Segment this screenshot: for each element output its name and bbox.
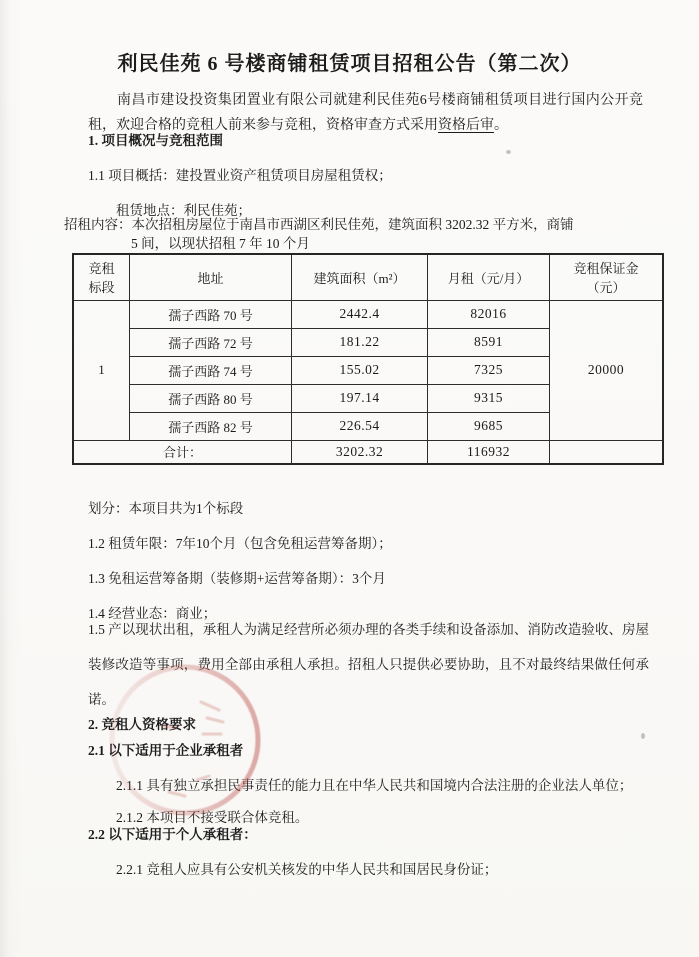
table-row — [73, 300, 663, 328]
item-2-2: 2.2 以下适用于个人承租者： — [88, 827, 257, 842]
area-cell: 2442.4 — [292, 300, 428, 328]
header-address: 地址 — [130, 254, 292, 300]
deposit-cell: 20000 — [550, 300, 664, 440]
table-total-row — [73, 440, 663, 464]
division-line: 划分：本项目共为1个标段 — [88, 501, 244, 516]
address-cell: 孺子西路 80 号 — [130, 384, 292, 412]
table-header-row — [73, 254, 663, 300]
scan-speck — [641, 733, 645, 739]
intro-text: 南昌市建设投资集团置业有限公司就建利民佳苑6号楼商铺租赁项目进行国内公开竞租，欢迎合格的竞租人前来参与竞租，资格审查方式采用 — [88, 93, 643, 133]
item-2-2-1: 2.2.1 竞租人应具有公安机关核发的中华人民共和国居民身份证； — [116, 862, 498, 877]
item-2-1: 2.1 以下适用于企业承租者 — [88, 743, 244, 758]
header-rent: 月租（元/月） — [428, 254, 550, 300]
intro-period: 。 — [494, 118, 508, 133]
rental-content-line1: 招租内容：本次招租房屋位于南昌市西湖区利民佳苑，建筑面积 3202.32 平方米，商铺 — [64, 217, 574, 232]
item-2-1-1: 2.1.1 具有独立承担民事责任的能力且在中华人民共和国境内合法注册的企业法人单位； — [116, 778, 633, 793]
item-1-2: 1.2 租赁年限：7年10个月（包含免租运营筹备期）； — [88, 536, 392, 551]
address-cell: 孺子西路 74 号 — [130, 356, 292, 384]
item-1-1: 1.1 项目概括：建投置业资产租赁项目房屋租赁权； — [88, 168, 392, 183]
item-1-5: 1.5 产以现状出租，承租人为满足经营所必须办理的各类手续和设备添加、消防改造验收、房屋装修改造等事项，费用全部由承租人承担。招租人只提供必要协助，且不对最终结果做任何承诺。 — [88, 622, 649, 707]
rent-cell: 82016 — [428, 300, 550, 328]
address-cell: 孺子西路 82 号 — [130, 412, 292, 440]
lease-lots-table — [72, 253, 664, 465]
area-cell: 155.02 — [292, 356, 428, 384]
item-1-3: 1.3 免租运营筹备期（装修期+运营筹备期）：3个月 — [88, 571, 386, 586]
section2-heading: 2. 竞租人资格要求 — [88, 717, 196, 732]
header-area: 建筑面积（m²） — [292, 254, 428, 300]
item-1-4: 1.4 经营业态：商业； — [88, 606, 217, 621]
rental-content-block — [64, 215, 647, 253]
rent-cell: 9685 — [428, 412, 550, 440]
area-cell: 197.14 — [292, 384, 428, 412]
total-area-cell: 3202.32 — [292, 440, 428, 464]
document-title: 利民佳苑 6 号楼商铺租赁项目招租公告（第二次） — [117, 53, 582, 75]
scan-speck — [506, 150, 511, 154]
address-cell: 孺子西路 72 号 — [130, 328, 292, 356]
rent-cell: 8591 — [428, 328, 550, 356]
rental-content-line2: 5 间，以现状招租 7 年 10 个月 — [131, 236, 310, 251]
header-deposit: 竞租保证金 （元） — [550, 254, 664, 300]
total-rent-cell: 116932 — [428, 440, 550, 464]
total-label-cell: 合计： — [73, 440, 292, 464]
area-cell: 181.22 — [292, 328, 428, 356]
section-no-cell: 1 — [73, 300, 130, 440]
section1-heading: 1. 项目概况与竞租范围 — [88, 133, 223, 148]
total-deposit-empty-cell — [550, 440, 664, 464]
rent-cell: 7325 — [428, 356, 550, 384]
rental-location-line: 租赁地点：利民佳苑； — [116, 203, 251, 218]
rent-cell: 9315 — [428, 384, 550, 412]
header-section: 竞租 标段 — [73, 254, 130, 300]
intro-underlined-term: 资格后审 — [438, 118, 494, 133]
area-cell: 226.54 — [292, 412, 428, 440]
item-2-1-2: 2.1.2 本项目不接受联合体竞租。 — [116, 810, 309, 825]
address-cell: 孺子西路 70 号 — [130, 300, 292, 328]
